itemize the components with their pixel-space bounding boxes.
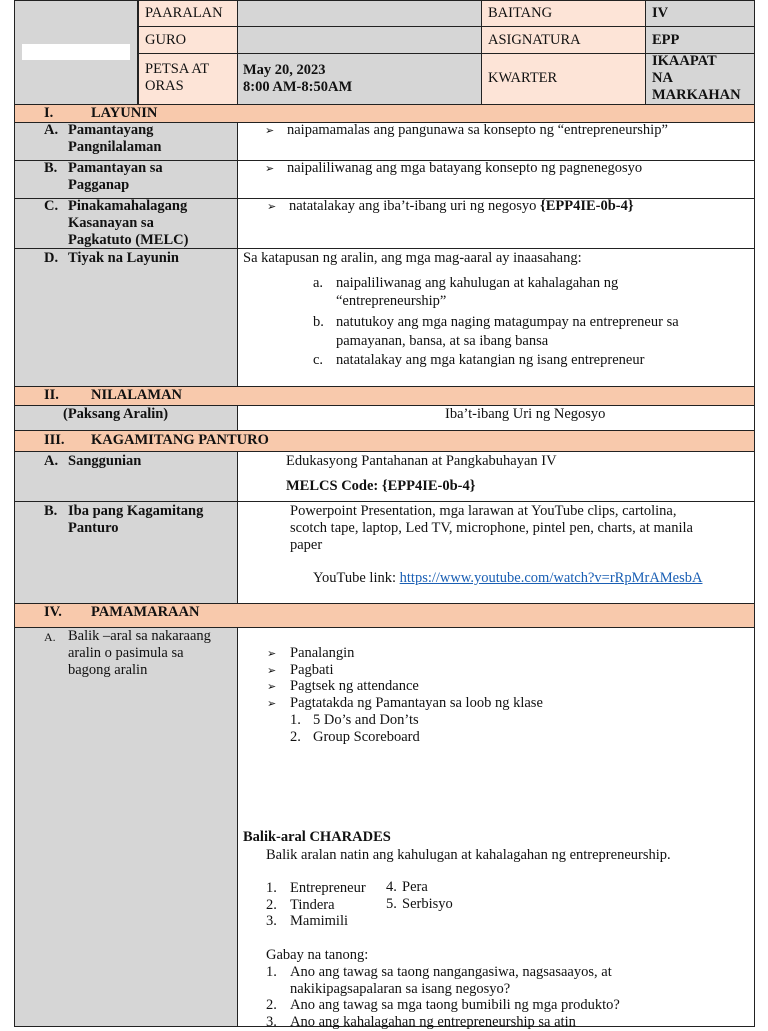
balik-aral-label-1: Balik –aral sa nakaraang (68, 628, 211, 644)
word-2: Tindera (290, 897, 335, 913)
bullet-pagbati: Pagbati (290, 662, 334, 678)
arrow-bullet-icon: ➢ (265, 125, 275, 137)
layunin-d-b-letter: b. (313, 314, 324, 330)
baitang-value: IV (652, 5, 669, 21)
word-4: Pera (402, 879, 428, 895)
guro-label: GURO (145, 32, 187, 48)
section-layunin-number: I. (44, 105, 54, 121)
sanggunian-text: Edukasyong Pantahanan at Pangkabuhayan IV (286, 453, 557, 469)
balik-aral-label-2: aralin o pasimula sa (68, 645, 184, 661)
layunin-d-b-line2: pamayanan, bansa, at sa ibang bansa (336, 333, 549, 349)
kwarter-value-2: NA (652, 70, 673, 86)
layunin-b-text: naipaliliwanag ang mga batayang konsepto ng pagnenegosyo (287, 160, 643, 176)
melcs-code: MELCS Code: {EPP4IE-0b-4} (286, 478, 476, 494)
layunin-c-text (289, 198, 634, 215)
arrow-bullet-icon: ➢ (265, 163, 275, 175)
section-pamamaraan-title: PAMAMARAAN (91, 604, 200, 620)
section-kagamitan-number: III. (44, 432, 65, 448)
arrow-bullet-icon: ➢ (267, 201, 277, 213)
arrow-bullet-icon: ➢ (267, 698, 277, 710)
balik-aral-label-3: bagong aralin (68, 662, 148, 678)
charades-intro: Balik aralan natin ang kahulugan at kahalagahan ng entrepreneurship. (266, 847, 671, 863)
charades-title: Balik-aral CHARADES (243, 829, 391, 845)
section-layunin-title: LAYUNIN (91, 105, 158, 121)
kwarter-value-1: IKAAPAT (652, 53, 717, 69)
youtube-line (313, 570, 702, 587)
sub-item-1: 5 Do’s and Don’ts (313, 712, 419, 728)
section-nilalaman-number: II. (44, 387, 59, 403)
layunin-a-letter: A. (44, 122, 59, 138)
layunin-c-label-2: Kasanayan sa (68, 215, 154, 231)
sub-item-1-number: 1. (290, 712, 301, 728)
layunin-b-letter: B. (44, 160, 58, 176)
petsa-date: May 20, 2023 (243, 62, 326, 78)
layunin-c-label-3: Pagkatuto (MELC) (68, 232, 189, 248)
word-3-number: 3. (266, 913, 277, 929)
iba-pang-kagamitan-letter: B. (44, 503, 58, 519)
question-2-number: 2. (266, 997, 277, 1013)
youtube-label: YouTube link: (313, 570, 400, 586)
paksang-aralin-label: (Paksang Aralin) (63, 406, 169, 422)
word-5: Serbisyo (402, 896, 453, 912)
paaralan-label: PAARALAN (145, 5, 223, 21)
arrow-bullet-icon: ➢ (267, 681, 277, 693)
arrow-bullet-icon: ➢ (267, 665, 277, 677)
layunin-d-a-letter: a. (313, 275, 324, 291)
bullet-panalangin: Panalangin (290, 645, 355, 661)
sanggunian-label: Sanggunian (68, 453, 142, 469)
layunin-d-b-line1: natutukoy ang mga naging matagumpay na entrepreneur sa (336, 314, 679, 330)
layunin-a-label-1: Pamantayang (68, 122, 154, 138)
section-nilalaman-title: NILALAMAN (91, 387, 183, 403)
layunin-a-text: naipamamalas ang pangunawa sa konsepto ng “entrepreneurship” (287, 122, 668, 138)
sub-item-2-number: 2. (290, 729, 301, 745)
section-pamamaraan-number: IV. (44, 604, 62, 620)
arrow-bullet-icon: ➢ (267, 648, 277, 660)
sub-item-2: Group Scoreboard (313, 729, 420, 745)
layunin-b-label-2: Pagganap (68, 177, 130, 193)
balik-aral-label-cell (14, 627, 238, 1027)
layunin-d-a-line2: “entrepreneurship” (336, 293, 447, 309)
word-2-number: 2. (266, 897, 277, 913)
iba-pang-kagamitan-label-2: Panturo (68, 520, 119, 536)
word-4-number: 4. (386, 879, 397, 895)
word-5-number: 5. (386, 896, 397, 912)
asignatura-value: EPP (652, 32, 680, 48)
petsa-label: PETSA AT ORAS (145, 61, 209, 94)
layunin-a-label-2: Pangnilalaman (68, 139, 162, 155)
layunin-c-label-1: Pinakamahalagang (68, 198, 188, 214)
section-kagamitan-title: KAGAMITANG PANTURO (91, 432, 269, 448)
question-1-line1: Ano ang tawag sa taong nangangasiwa, nagsasaayos, at (290, 964, 612, 980)
asignatura-label: ASIGNATURA (488, 32, 581, 48)
sanggunian-letter: A. (44, 453, 59, 469)
layunin-b-label-1: Pamantayan sa (68, 160, 163, 176)
kwarter-value-3: MARKAHAN (652, 87, 741, 103)
word-1-number: 1. (266, 880, 277, 896)
kagamitan-text-2: scotch tape, laptop, Led TV, microphone, pintel pen, charts, at manila (290, 520, 693, 536)
baitang-label: BAITANG (488, 5, 553, 21)
kwarter-label: KWARTER (488, 70, 558, 86)
layunin-c-letter: C. (44, 198, 59, 214)
kagamitan-text-1: Powerpoint Presentation, mga larawan at YouTube clips, cartolina, (290, 503, 677, 519)
word-1: Entrepreneur (290, 880, 366, 896)
layunin-d-label-cell (14, 248, 238, 387)
layunin-c-code: {EPP4IE-0b-4} (540, 198, 634, 214)
question-2-line1: Ano ang tawag sa mga taong bumibili ng mga produkto? (290, 997, 620, 1013)
layunin-d-a-line1: naipaliliwanag ang kahulugan at kahalagahan ng (336, 275, 619, 291)
layunin-d-label: Tiyak na Layunin (68, 250, 179, 266)
youtube-link[interactable]: https://www.youtube.com/watch?v=rRpMrAMesbA (399, 570, 703, 586)
layunin-d-letter: D. (44, 250, 59, 266)
guro-value-cell (237, 26, 482, 54)
question-1-line2: nakikipagsapalaran sa isang negosyo? (290, 981, 511, 997)
paaralan-value-cell (237, 0, 482, 27)
kagamitan-text-3: paper (290, 537, 323, 553)
balik-aral-letter: A. (44, 630, 56, 644)
layunin-d-c-letter: c. (313, 352, 324, 368)
question-1-number: 1. (266, 964, 277, 980)
petsa-time: 8:00 AM-8:50AM (243, 79, 353, 95)
layunin-d-intro: Sa katapusan ng aralin, ang mga mag-aaral ay inaasahang: (243, 250, 582, 266)
iba-pang-kagamitan-label-1: Iba pang Kagamitang (68, 503, 204, 519)
redacted-box (22, 44, 130, 60)
paksang-aralin-value: Iba’t-ibang Uri ng Negosyo (445, 406, 606, 422)
gabay-label: Gabay na tanong: (266, 947, 369, 963)
bullet-pamantayan: Pagtatakda ng Pamantayan sa loob ng klase (290, 695, 543, 711)
question-3-line1: Ano ang kahalagahan ng entrepreneurship sa atin (290, 1014, 576, 1030)
bullet-attendance: Pagtsek ng attendance (290, 678, 419, 694)
question-3-number: 3. (266, 1014, 277, 1030)
layunin-d-c-line1: natatalakay ang mga katangian ng isang entrepreneur (336, 352, 645, 368)
word-3: Mamimili (290, 913, 348, 929)
layunin-c-text-main: natatalakay ang iba’t-ibang uri ng negosyo (289, 198, 537, 214)
